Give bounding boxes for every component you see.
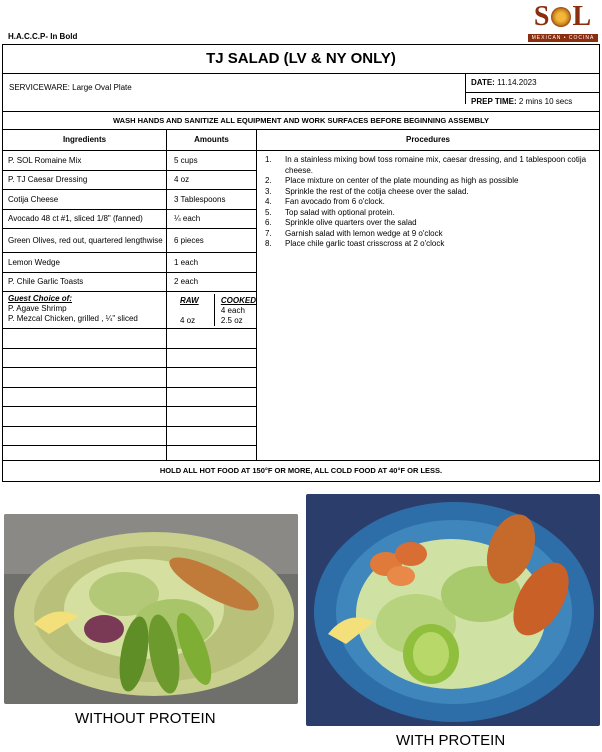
amount-row: 6 pieces xyxy=(167,229,256,253)
empty-row xyxy=(167,329,256,349)
date-row xyxy=(466,74,599,93)
step-text: Fan avocado from 6 o'clock. xyxy=(285,197,385,206)
guest-choice-chicken: P. Mezcal Chicken, grilled , ¼" sliced xyxy=(8,314,138,323)
empty-row xyxy=(3,368,166,388)
amount-row: 1 each xyxy=(167,253,256,273)
salad-photo-with-protein xyxy=(306,494,600,726)
caption-with-protein: WITH PROTEIN xyxy=(396,732,506,749)
prep-row xyxy=(466,93,599,111)
step-number: 8. xyxy=(265,239,272,248)
logo-letter-s: S xyxy=(533,1,551,32)
salad-photo-without-protein xyxy=(4,514,298,704)
step-number: 7. xyxy=(265,228,272,238)
ingredient-row: Green Olives, red out, quartered lengthwise xyxy=(3,229,166,253)
step-text: Garnish salad with lemon wedge at 9 o'clock xyxy=(285,228,443,238)
procedure-step xyxy=(265,218,599,229)
date-box xyxy=(466,74,599,111)
sun-icon xyxy=(551,7,571,27)
date-value: 11.14.2023 xyxy=(497,78,537,87)
raw-amounts xyxy=(174,294,215,326)
step-number: 5. xyxy=(265,207,272,217)
step-number: 1. xyxy=(265,155,272,164)
empty-row xyxy=(3,427,166,447)
ingredient-row: Lemon Wedge xyxy=(3,253,166,273)
hold-temperature-banner: HOLD ALL HOT FOOD AT 150°F OR MORE, ALL COLD FOOD AT 40°F OR LESS. xyxy=(159,466,443,475)
cooked-amounts xyxy=(215,294,256,326)
recipe-sheet xyxy=(2,44,600,482)
step-text: Place mixture on center of the plate mounding as high as possible xyxy=(285,176,519,185)
cooked-shrimp: 4 each xyxy=(220,306,245,315)
amount-row: 5 cups xyxy=(167,151,256,171)
procedure-list xyxy=(257,155,599,250)
guest-choice-label: Guest Choice of: xyxy=(8,294,73,303)
ingredient-row: P. SOL Romaine Mix xyxy=(3,151,166,171)
step-text: Sprinkle olive quarters over the salad xyxy=(285,218,417,227)
ingredient-row: P. TJ Caesar Dressing xyxy=(3,171,166,191)
caption-without-protein: WITHOUT PROTEIN xyxy=(75,710,216,727)
empty-row xyxy=(3,388,166,408)
empty-row xyxy=(167,427,256,447)
guest-choice-amounts xyxy=(167,292,256,329)
raw-chicken: 4 oz xyxy=(180,316,196,325)
procedure-step xyxy=(265,176,599,187)
empty-row xyxy=(3,446,166,465)
procedures-header: Procedures xyxy=(257,130,599,151)
logo-letter-l: L xyxy=(572,1,593,32)
step-number: 3. xyxy=(265,186,272,196)
step-text: In a stainless mixing bowl toss romaine mix, caesar dressing, and 1 tablespoon cotija cheese. xyxy=(285,155,587,175)
salad-image xyxy=(4,514,298,704)
cooked-label: COOKED xyxy=(220,296,256,305)
ingredient-row: Avocado 48 ct #1, sliced 1/8" (fanned) xyxy=(3,210,166,230)
step-text: Top salad with optional protein. xyxy=(285,207,395,217)
ingredient-row: P. Chile Garlic Toasts xyxy=(3,273,166,293)
step-number: 2. xyxy=(265,176,272,185)
cooked-chicken: 2.5 oz xyxy=(220,316,243,325)
ingredients-column xyxy=(3,130,167,460)
procedures-column xyxy=(257,130,599,460)
procedure-step xyxy=(265,239,599,250)
empty-row xyxy=(167,388,256,408)
amount-row: ¼ each xyxy=(167,210,256,230)
step-text: Sprinkle the rest of the cotija cheese over the salad. xyxy=(285,186,469,196)
recipe-title: TJ SALAD (LV & NY ONLY) xyxy=(3,45,599,74)
empty-row xyxy=(3,329,166,349)
date-label: DATE: xyxy=(471,78,495,87)
procedure-step xyxy=(265,197,599,208)
empty-row xyxy=(3,407,166,427)
guest-choice-cell xyxy=(3,292,166,329)
amounts-column xyxy=(167,130,257,460)
salad-image xyxy=(306,494,600,726)
amount-row: 4 oz xyxy=(167,171,256,191)
procedure-step xyxy=(265,208,599,219)
recipe-grid xyxy=(3,130,599,461)
wash-banner: WASH HANDS AND SANITIZE ALL EQUIPMENT AND WORK SURFACES BEFORE BEGINNING ASSEMBLY xyxy=(3,112,599,130)
guest-choice-shrimp: P. Agave Shrimp xyxy=(8,304,67,313)
amount-row: 3 Tablespoons xyxy=(167,190,256,210)
haccp-note: H.A.C.C.P- In Bold xyxy=(8,32,78,41)
step-number: 6. xyxy=(265,218,272,227)
empty-row xyxy=(167,368,256,388)
step-number: 4. xyxy=(265,197,272,206)
empty-row xyxy=(167,349,256,369)
procedure-step xyxy=(265,229,599,240)
procedure-step xyxy=(265,155,599,176)
prep-label: PREP TIME: xyxy=(471,97,517,106)
ingredient-row: Cotija Cheese xyxy=(3,190,166,210)
ingredients-header: Ingredients xyxy=(3,130,166,151)
amount-row: 2 each xyxy=(167,273,256,293)
empty-row xyxy=(167,407,256,427)
raw-label: RAW xyxy=(180,296,199,305)
serviceware: SERVICEWARE: Large Oval Plate xyxy=(3,74,466,104)
sol-logo xyxy=(528,2,598,44)
empty-row xyxy=(3,349,166,369)
procedure-step xyxy=(265,187,599,198)
logo-subtitle: MEXICAN • COCINA xyxy=(528,34,598,42)
amounts-header: Amounts xyxy=(167,130,256,151)
step-text: Place chile garlic toast crisscross at 2 o'clock xyxy=(285,239,445,248)
prep-value: 2 mins 10 secs xyxy=(518,97,573,106)
